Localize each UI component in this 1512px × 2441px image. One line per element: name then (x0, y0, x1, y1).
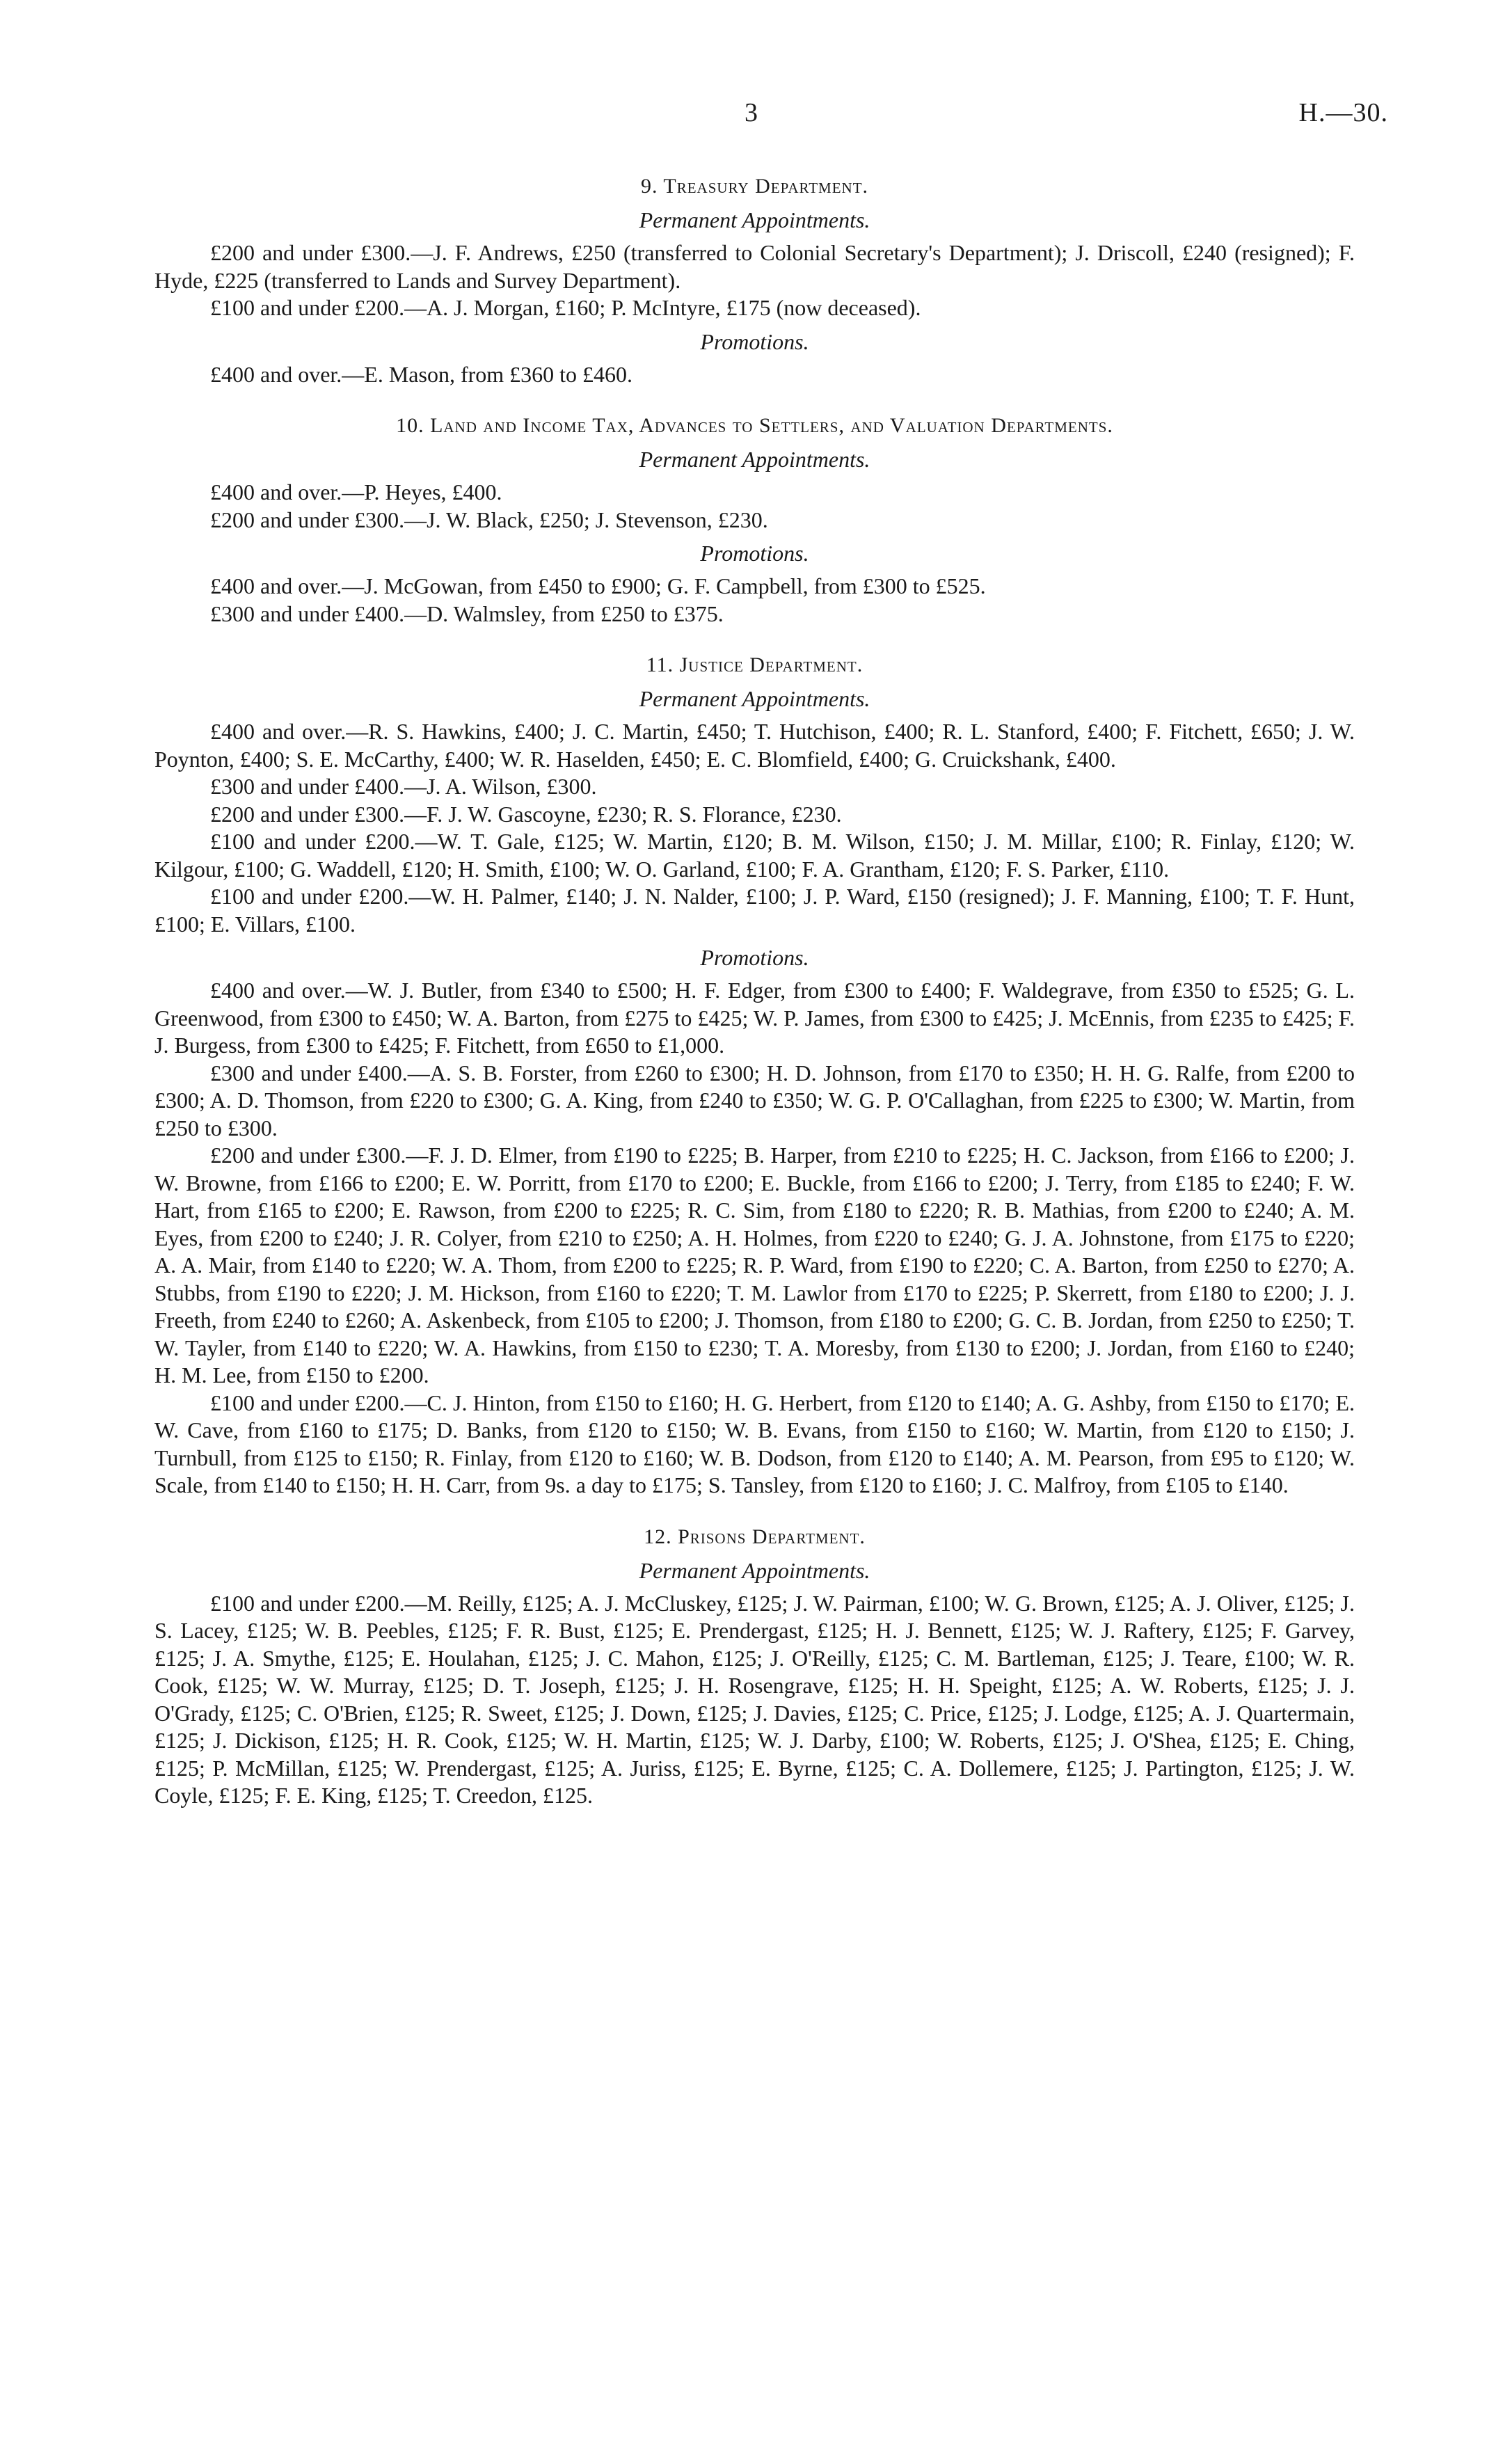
page-number: 3 (745, 98, 758, 127)
section-prisons (154, 1523, 1355, 1810)
sub-heading: Promotions. (700, 945, 809, 970)
paragraph: £400 and over.—E. Mason, from £360 to £460. (210, 361, 633, 387)
paragraph: £300 and under £400.—A. S. B. Forster, from £260 to £300; H. D. Johnson, from £170 to £350; H. H. G. Ralfe, from £200 to £300; A. D. Thomson, from £220 to £300; G. A. King, from £240 to £350; W. G. P. O'Callaghan, from £225 to £300; W. Martin, from £250 to £300. (154, 1060, 1355, 1140)
sub-heading: Promotions. (700, 328, 809, 354)
sub-heading: Permanent Appointments. (639, 1557, 870, 1583)
section-title: 11. Justice Department. (646, 653, 864, 676)
paragraph: £400 and over.—J. McGowan, from £450 to £900; G. F. Campbell, from £300 to £525. (210, 573, 986, 598)
paragraph: £100 and under £200.—M. Reilly, £125; A. J. McCluskey, £125; J. W. Pairman, £100; W. G. Brown, £125; A. J. Oliver, £125; J. S. Lacey, £125; W. B. Peebles, £125; F. R. Bust, £125; E. Prendergast, £125; H. J. Bennett, £125; W. J. Raftery, £125; F. Garvey, £125; J. A. Smythe, £125; E. Houlahan, £125; J. C. Mahon, £125; J. O'Reilly, £125; C. M. Bartleman, £125; J. Teare, £100; W. R. Cook, £125; W. W. Murray, £125; D. T. Joseph, £125; J. H. Rosengrave, £125; H. H. Speight, £125; A. W. Roberts, £125; J. J. O'Grady, £125; C. O'Brien, £125; R. Sweet, £125; J. Down, £125; J. Davies, £125; C. Price, £125; J. Lodge, £125; A. J. Quartermain, £125; J. Dickison, £125; H. R. Cook, £125; W. H. Martin, £125; W. J. Darby, £100; W. Roberts, £125; J. O'Shea, £125; E. Ching, £125; P. McMillan, £125; W. Prendergast, £125; A. Juriss, £125; E. Byrne, £125; C. A. Dollemere, £125; J. Partington, £125; J. W. Coyle, £125; F. E. King, £125; T. Creedon, £125. (154, 1590, 1355, 1808)
section-land-income-tax (154, 412, 1355, 628)
paragraph: £100 and under £200.—A. J. Morgan, £160; P. McIntyre, £175 (now deceased). (210, 295, 921, 320)
paragraph: £400 and over.—R. S. Hawkins, £400; J. C. Martin, £450; T. Hutchison, £400; R. L. Stanford, £400; F. Fitchett, £650; J. W. Poynton, £400; S. E. McCarthy, £400; W. R. Haselden, £450; E. C. Blomfield, £400; G. Cruickshank, £400. (154, 719, 1355, 772)
section-title: 12. Prisons Department. (644, 1525, 866, 1548)
paragraph: £100 and under £200.—W. H. Palmer, £140; J. N. Nalder, £100; J. P. Ward, £150 (resigned); J. F. Manning, £100; T. F. Hunt, £100; E. Villars, £100. (154, 884, 1355, 937)
paragraph: £400 and over.—P. Heyes, £400. (210, 479, 502, 504)
section-title: 10. Land and Income Tax, Advances to Settlers, and Valuation Departments. (396, 414, 1113, 437)
sub-heading: Permanent Appointments. (639, 207, 870, 232)
document-reference: H.—30. (1298, 98, 1388, 127)
section-justice (154, 651, 1355, 1500)
paragraph: £100 and under £200.—C. J. Hinton, from £150 to £160; H. G. Herbert, from £120 to £140; A. G. Ashby, from £150 to £170; E. W. Cave, from £160 to £175; D. Banks, from £120 to £150; W. B. Evans, from £150 to £160; W. Martin, from £120 to £150; J. Turnbull, from £125 to £150; R. Finlay, from £120 to £160; W. B. Dodson, from £120 to £140; A. M. Pearson, from £95 to £120; W. Scale, from £140 to £150; H. H. Carr, from 9s. a day to £175; S. Tansley, from £120 to £160; J. C. Malfroy, from £105 to £140. (154, 1390, 1355, 1497)
paragraph: £200 and under £300.—F. J. D. Elmer, from £190 to £225; B. Harper, from £210 to £225; H. C. Jackson, from £166 to £200; J. W. Browne, from £166 to £200; E. W. Porritt, from £170 to £200; E. Buckle, from £166 to £200; J. Terry, from £185 to £240; F. W. Hart, from £165 to £200; E. Rawson, from £200 to £225; R. C. Sim, from £180 to £220; R. B. Mathias, from £200 to £240; A. M. Eyes, from £200 to £240; J. R. Colyer, from £210 to £250; A. H. Holmes, from £220 to £240; G. J. A. Johnstone, from £175 to £220; A. A. Mair, from £140 to £220; W. A. Thom, from £200 to £225; R. P. Ward, from £190 to £220; C. A. Barton, from £250 to £270; A. Stubbs, from £190 to £220; J. M. Hickson, from £160 to £220; T. M. Lawlor from £170 to £225; P. Skerrett, from £180 to £200; J. J. Freeth, from £240 to £260; A. Askenbeck, from £105 to £200; J. Thomson, from £180 to £200; G. C. B. Jordan, from £250 to £250; T. W. Tayler, from £140 to £220; W. A. Hawkins, from £150 to £230; T. A. Moresby, from £130 to £200; J. Jordan, from £160 to £240; H. M. Lee, from £150 to £200. (154, 1143, 1355, 1388)
paragraph: £200 and under £300.—F. J. W. Gascoyne, £230; R. S. Florance, £230. (210, 801, 842, 827)
page-content (154, 173, 1355, 1810)
sub-heading: Permanent Appointments. (639, 447, 870, 472)
paragraph: £300 and under £400.—J. A. Wilson, £300. (210, 774, 597, 799)
paragraph: £300 and under £400.—D. Walmsley, from £250 to £375. (210, 601, 724, 626)
sub-heading: Promotions. (700, 541, 809, 566)
paragraph: £100 and under £200.—W. T. Gale, £125; W. Martin, £120; B. M. Wilson, £150; J. M. Millar, £100; R. Finlay, £120; W. Kilgour, £100; G. Waddell, £120; H. Smith, £100; W. O. Garland, £100; F. A. Grantham, £120; F. S. Parker, £110. (154, 829, 1355, 882)
section-treasury (154, 173, 1355, 388)
paragraph: £400 and over.—W. J. Butler, from £340 to £500; H. F. Edger, from £300 to £400; F. Waldegrave, from £350 to £525; G. L. Greenwood, from £300 to £450; W. A. Barton, from £275 to £425; W. P. James, from £300 to £425; J. McEnnis, from £235 to £425; F. J. Burgess, from £300 to £425; F. Fitchett, from £650 to £1,000. (154, 978, 1355, 1058)
page-header (0, 97, 1512, 139)
paragraph: £200 and under £300.—J. F. Andrews, £250 (transferred to Colonial Secretary's Department); J. Driscoll, £240 (resigned); F. Hyde, £225 (transferred to Lands and Survey Department). (154, 240, 1355, 293)
paragraph: £200 and under £300.—J. W. Black, £250; J. Stevenson, £230. (210, 507, 768, 532)
sub-heading: Permanent Appointments. (639, 686, 870, 711)
section-title: 9. Treasury Department. (640, 175, 869, 198)
